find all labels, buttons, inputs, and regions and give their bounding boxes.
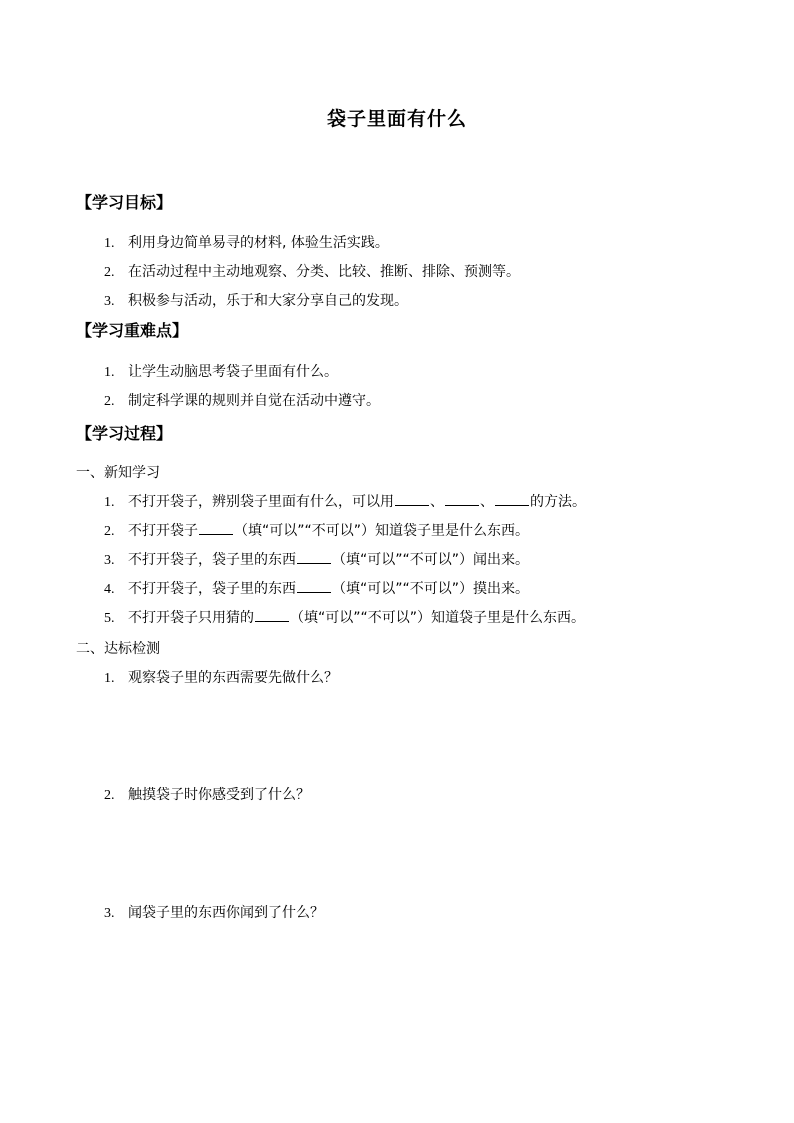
answer-blank[interactable] [495, 491, 529, 506]
question-text: 触摸袋子时你感受到了什么？ [128, 787, 310, 803]
key-point-item [104, 361, 338, 381]
answer-blank[interactable] [297, 549, 331, 564]
item-text: 在活动过程中主动地观察、分类、比较、推断、排除、预测等。 [128, 264, 520, 280]
separator: 、 [430, 494, 444, 510]
question-text: 观察袋子里的东西需要先做什么？ [128, 670, 338, 686]
item-number: 1. [104, 365, 115, 380]
item-number: 3. [104, 553, 115, 568]
open-question [104, 902, 324, 922]
item-number: 2. [104, 394, 115, 409]
question-text: 的方法。 [530, 494, 586, 510]
item-text: 制定科学课的规则并自觉在活动中遵守。 [128, 393, 380, 409]
item-text: 利用身边简单易寻的材料, 体验生活实践。 [128, 235, 389, 251]
item-text: 让学生动脑思考袋子里面有什么。 [128, 364, 338, 380]
item-number: 3. [104, 294, 115, 309]
key-points-heading: 【学习重难点】 [76, 321, 189, 340]
question-text: 不打开袋子，袋子里的东西 [128, 552, 296, 568]
question-text: 不打开袋子，袋子里的东西 [128, 581, 296, 597]
fill-question [104, 578, 529, 598]
item-text: 积极参与活动，乐于和大家分享自己的发现。 [128, 293, 408, 309]
fill-question [104, 520, 529, 540]
section-new-learning-label: 一、新知学习 [76, 465, 160, 481]
question-text: （填“可以”“不可以”）知道袋子里是什么东西。 [234, 523, 530, 539]
item-number: 2. [104, 788, 115, 803]
key-point-item [104, 390, 380, 410]
open-question [104, 667, 338, 687]
question-text: （填“可以”“不可以”）闻出来。 [332, 552, 530, 568]
item-number: 3. [104, 906, 115, 921]
question-text: （填“可以”“不可以”）知道袋子里是什么东西。 [290, 610, 586, 626]
fill-question [104, 491, 586, 511]
fill-question [104, 607, 585, 627]
question-text: （填“可以”“不可以”）摸出来。 [332, 581, 530, 597]
item-number: 1. [104, 495, 115, 510]
fill-question [104, 549, 529, 569]
answer-blank[interactable] [297, 578, 331, 593]
question-text: 闻袋子里的东西你闻到了什么？ [128, 905, 324, 921]
item-number: 2. [104, 524, 115, 539]
open-question [104, 784, 310, 804]
section-assessment-label: 二、达标检测 [76, 641, 160, 657]
question-text: 不打开袋子 [128, 523, 198, 539]
answer-blank[interactable] [445, 491, 479, 506]
answer-blank[interactable] [255, 607, 289, 622]
question-text: 不打开袋子只用猜的 [128, 610, 254, 626]
objectives-heading: 【学习目标】 [76, 193, 173, 212]
answer-blank[interactable] [199, 520, 233, 535]
item-number: 4. [104, 582, 115, 597]
item-number: 2. [104, 265, 115, 280]
answer-blank[interactable] [395, 491, 429, 506]
objective-item [104, 290, 408, 310]
question-text: 不打开袋子，辨别袋子里面有什么，可以用 [128, 494, 394, 510]
objective-item [104, 232, 389, 252]
item-number: 5. [104, 611, 115, 626]
item-number: 1. [104, 671, 115, 686]
process-heading: 【学习过程】 [76, 424, 173, 443]
page-title: 袋子里面有什么 [326, 108, 467, 130]
separator: 、 [480, 494, 494, 510]
item-number: 1. [104, 236, 115, 251]
objective-item [104, 261, 520, 281]
